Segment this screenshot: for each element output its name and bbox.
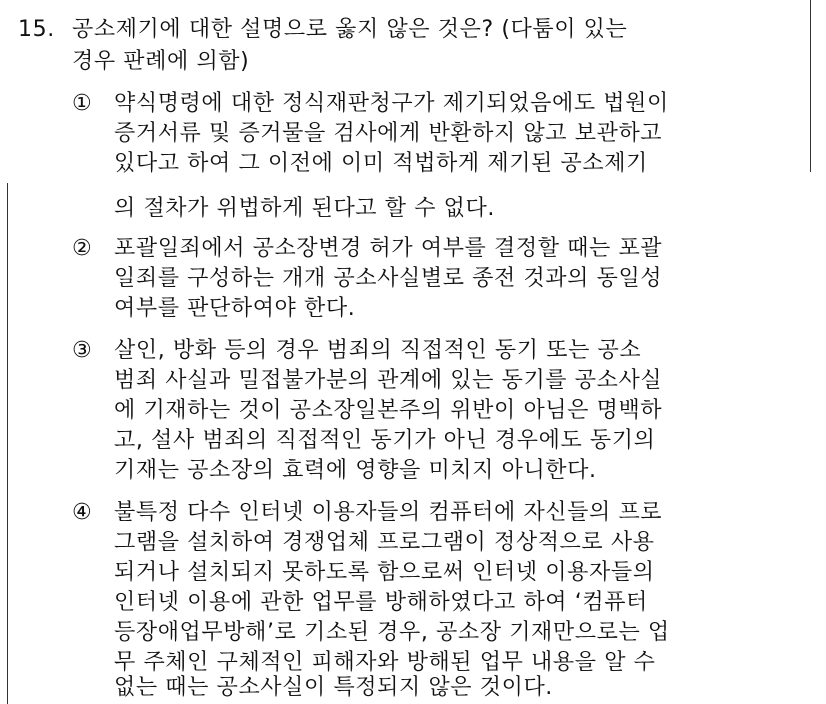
option-1-marker: ① [72, 91, 93, 116]
option-3-line-4: 고, 설사 범죄의 직접적인 동기가 아닌 경우에도 동기의 [114, 428, 656, 453]
option-4-line-3: 되거나 설치되지 못하도록 함으로써 인터넷 이용자들의 [114, 560, 655, 585]
option-2-line-2: 일죄를 구성하는 개개 공소사실별로 종전 것과의 동일성 [114, 266, 663, 291]
option-3-line-1: 살인, 방화 등의 경우 범죄의 직접적인 동기 또는 공소 [114, 338, 642, 363]
option-2-line-1: 포괄일죄에서 공소장변경 허가 여부를 결정할 때는 포괄 [114, 236, 663, 261]
column-divider-bottom [7, 183, 8, 704]
option-1-line-1: 약식명령에 대한 정식재판청구가 제기되었음에도 법원이 [114, 91, 669, 116]
option-3-line-2: 범죄 사실과 밀접불가분의 관계에 있는 동기를 공소사실 [114, 368, 663, 393]
option-3-marker: ③ [72, 338, 93, 363]
option-4-line-6: 무 주체인 구체적인 피해자와 방해된 업무 내용을 알 수 [114, 650, 656, 675]
option-2-marker: ② [72, 236, 93, 261]
option-4-line-1: 불특정 다수 인터넷 이용자들의 컴퓨터에 자신들의 프로 [114, 500, 663, 525]
option-4-line-7: 없는 때는 공소사실이 특정되지 않은 것이다. [114, 675, 553, 700]
option-4-line-4: 인터넷 이용에 관한 업무를 방해하였다고 하여 ‘컴퓨터 [114, 590, 648, 615]
option-3-line-3: 에 기재하는 것이 공소장일본주의 위반이 아님은 명백하 [114, 398, 663, 423]
option-3-line-5: 기재는 공소장의 효력에 영향을 미치지 아니한다. [114, 458, 597, 483]
question-text-line-1: 공소제기에 대한 설명으로 옳지 않은 것은? (다툼이 있는 [72, 17, 628, 42]
option-4-line-2: 그램을 설치하여 경쟁업체 프로그램이 정상적으로 사용 [114, 530, 655, 555]
option-2-line-3: 여부를 판단하여야 한다. [114, 296, 356, 321]
question-text-line-2: 경우 판례에 의함) [72, 49, 250, 74]
option-4-line-5: 등장애업무방해’로 기소된 경우, 공소장 기재만으로는 업 [114, 620, 670, 645]
option-1-line-2: 증거서류 및 증거물을 검사에게 반환하지 않고 보관하고 [114, 121, 663, 146]
question-number: 15. [18, 17, 55, 42]
option-4-marker: ④ [72, 500, 93, 525]
option-1-line-3: 있다고 하여 그 이전에 이미 적법하게 제기된 공소제기 [114, 151, 648, 176]
option-1-line-4: 의 절차가 위법하게 된다고 할 수 없다. [114, 196, 495, 221]
column-divider-top [810, 0, 811, 172]
